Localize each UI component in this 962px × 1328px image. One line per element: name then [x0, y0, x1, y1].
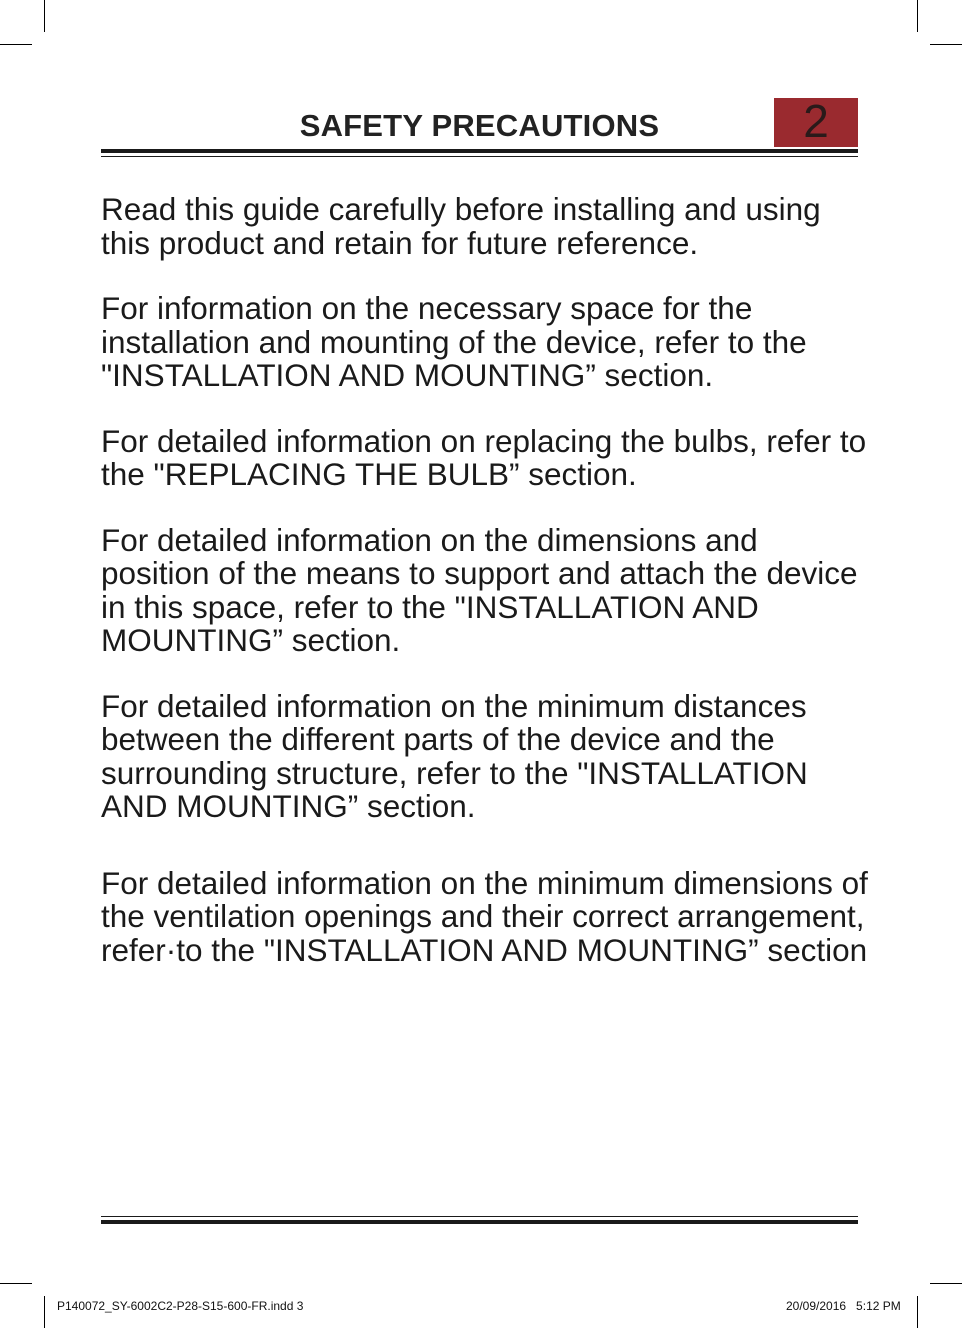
crop-mark-bottom-right-horizontal: [930, 1283, 962, 1284]
paragraph-support-dimensions: For detailed information on the dimensions and position of the means to support and attach the device in this space, refer to the "INSTALLATION AND MOUNTING” section.: [101, 521, 858, 658]
paragraph-minimum-distances: For detailed information on the minimum distances between the different parts of the device and the surrounding structure, refer to the "INSTALLATION AND MOUNTING” section.: [101, 687, 808, 824]
page-number-badge: [774, 95, 858, 147]
crop-mark-bottom-right-vertical: [917, 1296, 918, 1328]
crop-mark-top-right-vertical: [917, 0, 918, 32]
slug-timestamp: 20/09/2016 5:12 PM: [786, 1299, 901, 1313]
safety-content: [101, 193, 871, 967]
crop-mark-bottom-left-vertical: [44, 1296, 45, 1328]
paragraph-read-guide: Read this guide carefully before installing and using this product and retain for future reference.: [101, 191, 821, 261]
paragraph-installation-space: For information on the necessary space for the installation and mounting of the device, refer to the "INSTALLATION AND MOUNTING” section.: [101, 290, 807, 393]
header-rule-thin: [101, 156, 858, 157]
paragraph-ventilation-openings: For detailed information on the minimum dimensions of the ventilation openings and their correct arrangement, refer·to the "INSTALLATION AND MOUNTING” section: [101, 864, 868, 968]
crop-mark-top-left-vertical: [44, 0, 45, 32]
crop-mark-top-right-horizontal: [930, 44, 962, 45]
footer-rule-thin: [101, 1216, 858, 1217]
slug-filename: P140072_SY-6002C2-P28-S15-600-FR.indd 3: [57, 1299, 304, 1313]
header-rule-thick: [101, 149, 858, 153]
crop-mark-bottom-left-horizontal: [0, 1283, 32, 1284]
paragraph-replacing-bulbs: For detailed information on replacing the bulbs, refer to the "REPLACING THE BULB” section.: [101, 422, 867, 492]
crop-mark-top-left-horizontal: [0, 44, 32, 45]
page-title: SAFETY PRECAUTIONS: [299, 108, 660, 143]
footer-rule-thick: [101, 1220, 858, 1224]
page-number: 2: [803, 95, 829, 147]
